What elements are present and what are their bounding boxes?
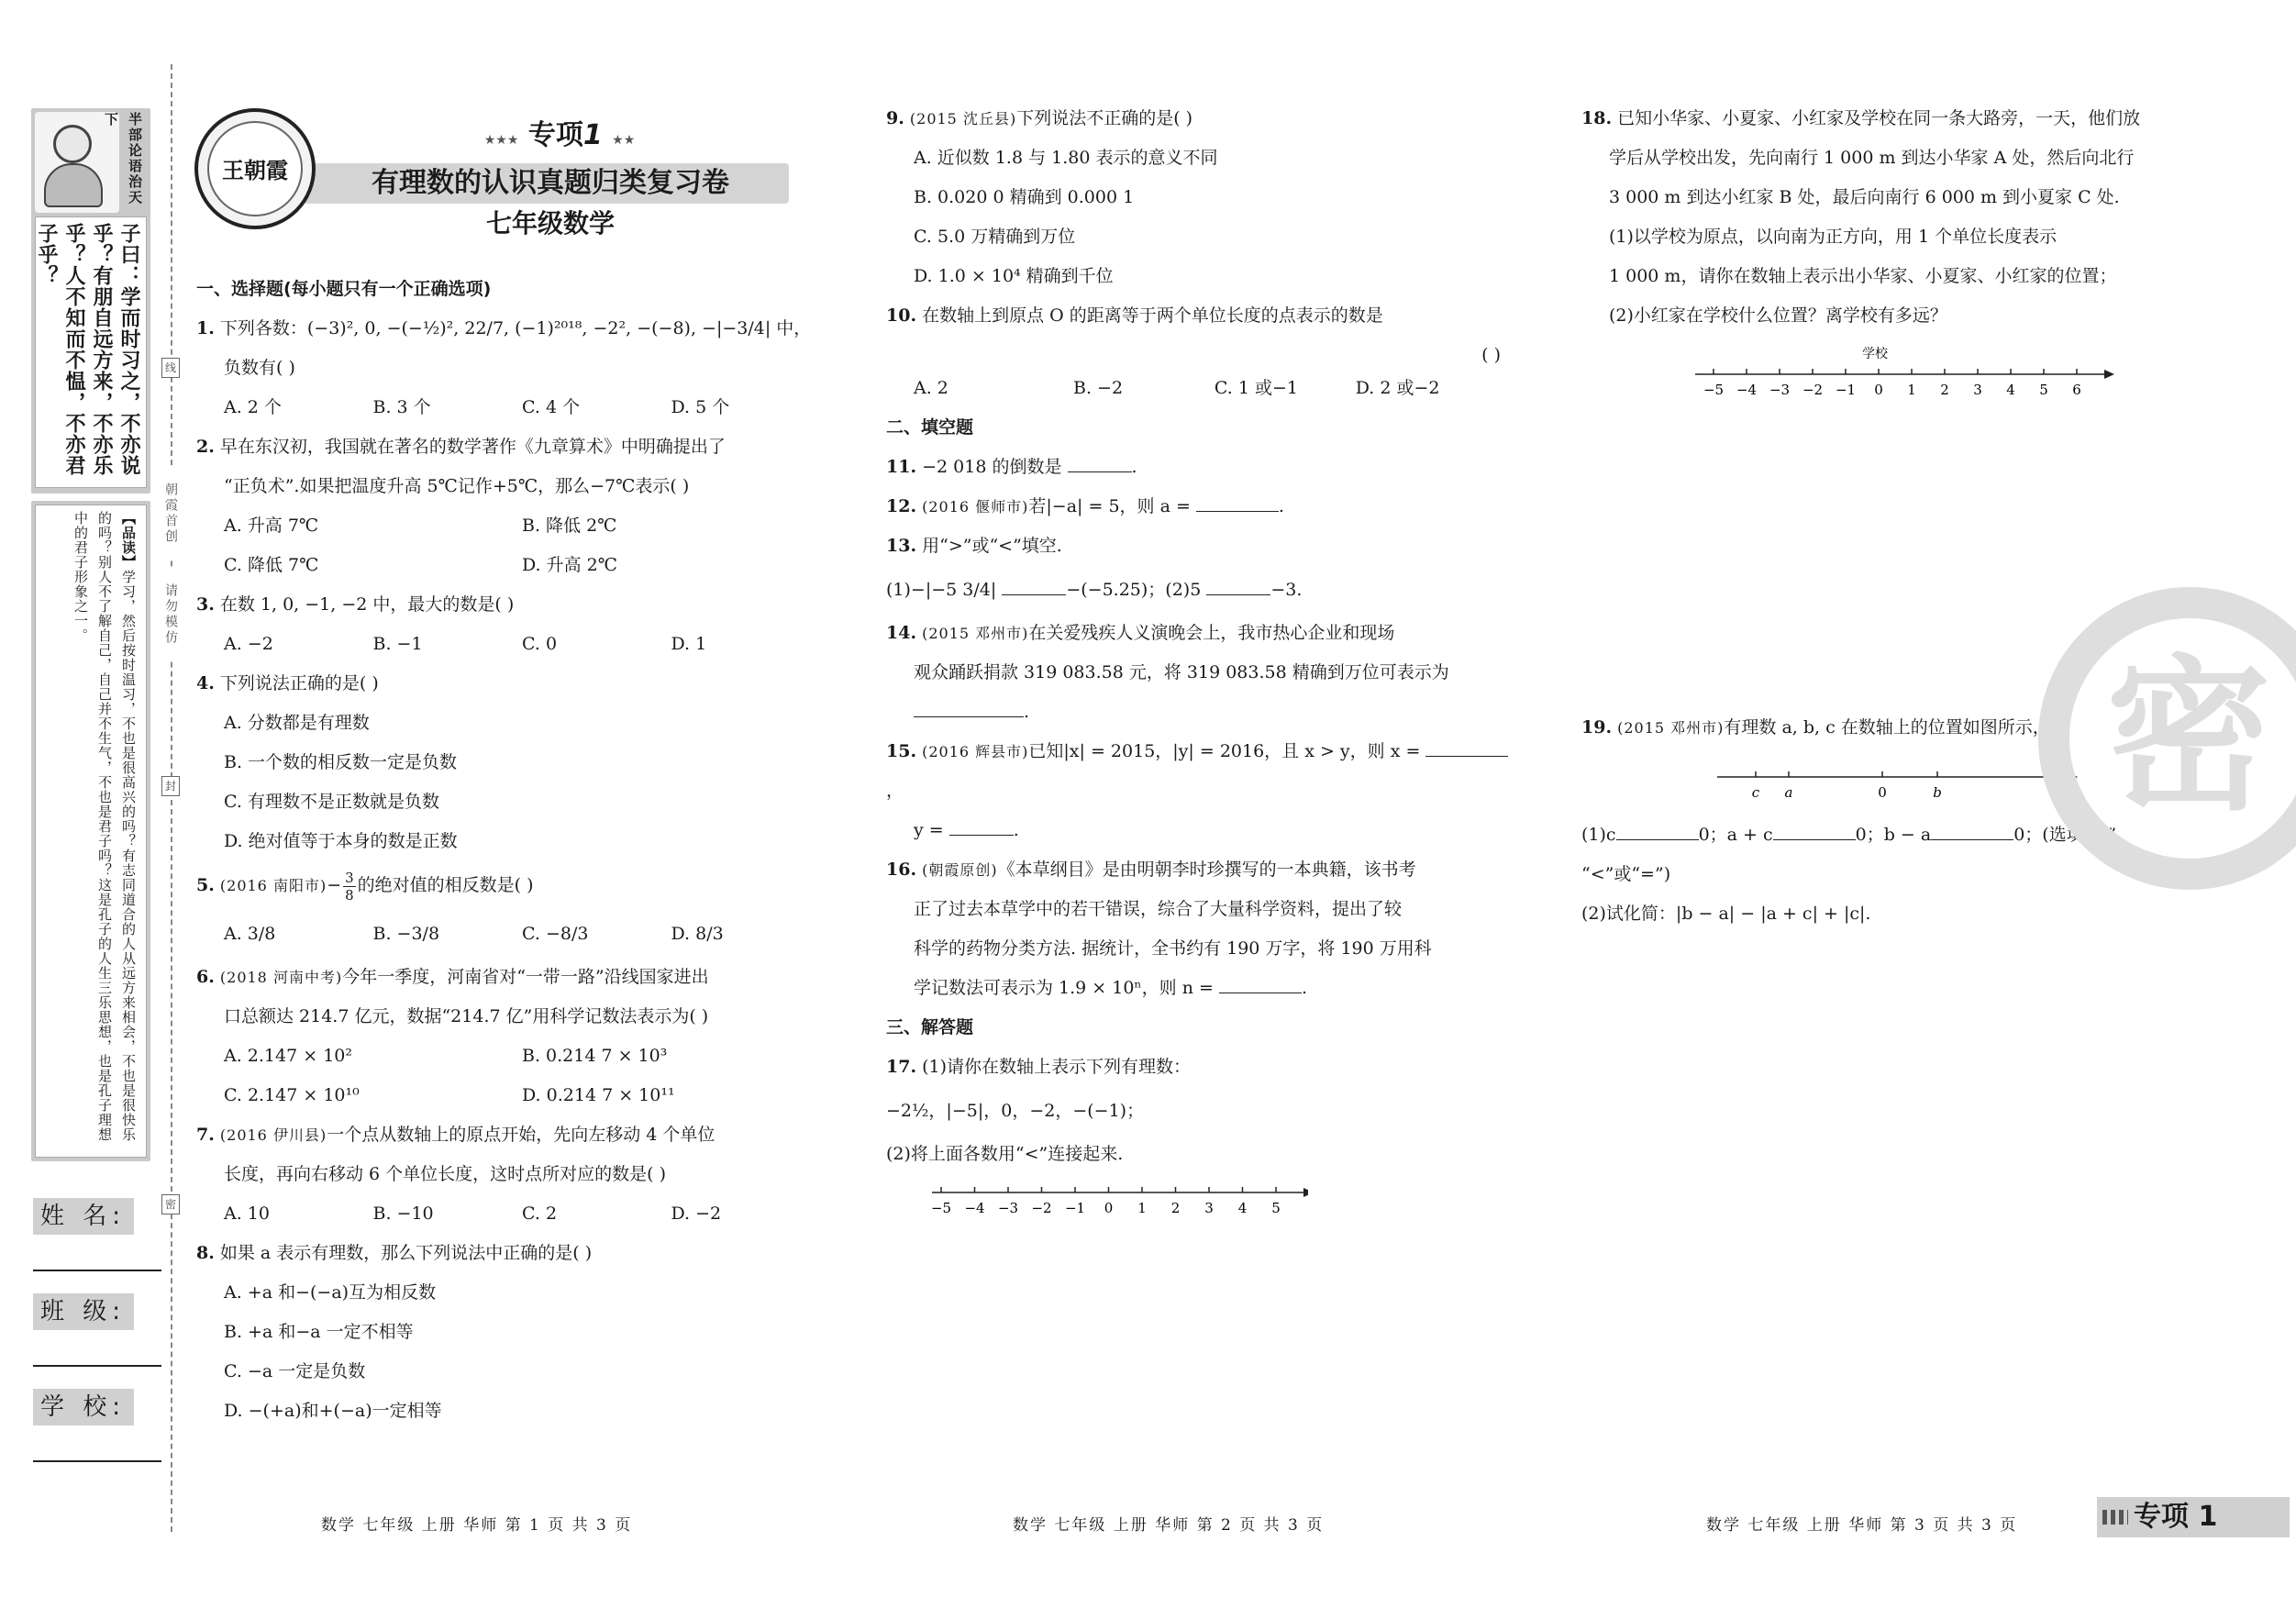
point-label-0: 0 bbox=[1878, 784, 1887, 801]
tick-label: 2 bbox=[1940, 382, 1949, 398]
point-label-a: a bbox=[1784, 784, 1793, 801]
q13-text: 用“>”或“<”填空. bbox=[922, 536, 1062, 556]
watermark-char: 密 bbox=[2105, 641, 2271, 833]
q18-number-line[interactable] bbox=[1581, 341, 2205, 405]
q6-number: 6. bbox=[196, 967, 215, 987]
q15-text2: y = bbox=[914, 820, 944, 840]
q7-option-c[interactable]: C. 2 bbox=[522, 1203, 558, 1224]
q3-option-a[interactable]: A. −2 bbox=[224, 634, 273, 654]
q9-source: (2015 沈丘县) bbox=[909, 110, 1017, 128]
q13-line-end: −3. bbox=[1270, 580, 1303, 600]
q2-option-b[interactable]: B. 降低 2℃ bbox=[522, 516, 617, 536]
sidebar-header-panel bbox=[31, 108, 150, 494]
question-4 bbox=[196, 664, 820, 861]
q7-option-a[interactable]: A. 10 bbox=[224, 1203, 270, 1224]
q13-blank-2[interactable] bbox=[1206, 575, 1270, 595]
q12-text: 若|−a| = 5，则 a = bbox=[1028, 496, 1191, 516]
column-1 bbox=[196, 270, 820, 1431]
footer-special-tag bbox=[2097, 1497, 2290, 1537]
tick-label: 4 bbox=[1237, 1200, 1248, 1216]
question-7 bbox=[196, 1115, 820, 1234]
q7-number: 7. bbox=[196, 1125, 215, 1145]
q14-source: (2015 邓州市) bbox=[922, 625, 1029, 642]
point-label-b: b bbox=[1933, 784, 1942, 801]
q15-end: . bbox=[1013, 820, 1019, 840]
q19-number: 19. bbox=[1581, 717, 1613, 738]
special-number: 1 bbox=[582, 119, 603, 151]
q2-number: 2. bbox=[196, 437, 215, 457]
q10-option-d[interactable]: D. 2 或−2 bbox=[1355, 378, 1440, 398]
q5-option-a[interactable]: A. 3/8 bbox=[224, 924, 276, 944]
q6-text2: 口总额达 214.7 亿元，数据“214.7 亿”用科学记数法表示为( ) bbox=[224, 1006, 709, 1026]
question-10 bbox=[886, 296, 1510, 408]
q3-option-d[interactable]: D. 1 bbox=[671, 634, 707, 654]
dots-icon bbox=[2102, 1510, 2128, 1525]
tick-label: 3 bbox=[1973, 382, 1982, 398]
tick-label: 5 bbox=[2039, 382, 2048, 398]
tick-label: 4 bbox=[2006, 382, 2015, 398]
q16-text: 《本草纲目》是由明朝李时珍撰写的一本典籍，该书考 bbox=[997, 859, 1416, 880]
q13-blank-1[interactable] bbox=[1002, 575, 1066, 595]
q5-number: 5. bbox=[196, 875, 215, 895]
q5-fraction: $\frac{3}{8}$ bbox=[345, 869, 354, 904]
q1-option-b[interactable]: B. 3 个 bbox=[372, 397, 431, 417]
question-15: 15. (2016 辉县市)已知|x| = 2015，|y| = 2016，且 x > y，则 x = ， y = . bbox=[886, 732, 1510, 850]
q6-option-b[interactable]: B. 0.214 7 × 10³ bbox=[522, 1046, 668, 1066]
q8-text: 如果 a 表示有理数，那么下列说法中正确的是( ) bbox=[219, 1243, 593, 1263]
q6-options-row1 bbox=[196, 1037, 820, 1076]
question-14 bbox=[886, 614, 1510, 732]
q12-end: . bbox=[1278, 496, 1284, 516]
q19-p1b: 0；a + c bbox=[1698, 825, 1773, 845]
q5-option-d[interactable]: D. 8/3 bbox=[671, 924, 724, 944]
footer-page-3: 数学 七年级 上册 华师 第 3 页 共 3 页 bbox=[1706, 1516, 2018, 1535]
arrow-icon bbox=[2104, 370, 2114, 379]
question-17 bbox=[886, 1048, 1510, 1225]
q8-option-a[interactable]: A. +a 和−(−a)互为相反数 bbox=[224, 1282, 437, 1303]
tick-label: 3 bbox=[1204, 1200, 1214, 1216]
star-icon: ★★ bbox=[612, 133, 636, 148]
tick-label: −5 bbox=[930, 1200, 952, 1216]
q15-number: 15. bbox=[886, 741, 917, 761]
q1-text: 下列各数：(−3)², 0, −(−½)², 22/7, (−1)²⁰¹⁸, −2², −(−8), −|−3/4| 中， bbox=[219, 318, 812, 338]
column-2 bbox=[886, 99, 1510, 1225]
question-13 bbox=[886, 527, 1510, 614]
q7-options bbox=[196, 1194, 820, 1234]
q19-text: 有理数 a, b, c 在数轴上的位置如图所示， bbox=[1724, 717, 2050, 738]
q6-option-c[interactable]: C. 2.147 × 10¹⁰ bbox=[224, 1085, 360, 1105]
school-field-line[interactable] bbox=[33, 1460, 161, 1462]
point-label-c: c bbox=[1751, 784, 1760, 801]
q16-text3: 科学的药物分类方法. 据统计，全书约有 190 万字，将 190 万用科 bbox=[914, 938, 1432, 959]
q16-source: (朝霞原创) bbox=[922, 861, 998, 879]
page-subtitle: 七年级数学 bbox=[485, 208, 615, 238]
tick-label: −5 bbox=[1703, 382, 1725, 398]
q19-p1c: 0；b − a bbox=[1855, 825, 1932, 845]
class-field-label: 班 级: bbox=[33, 1293, 134, 1330]
tick-label: −3 bbox=[997, 1200, 1019, 1216]
q3-number: 3. bbox=[196, 594, 215, 615]
school-field-label: 学 校: bbox=[33, 1389, 134, 1425]
q11-number: 11. bbox=[886, 457, 917, 477]
tick-label: 5 bbox=[1271, 1200, 1281, 1216]
sidebar-title: 半部论语治天下 bbox=[103, 112, 143, 205]
q1-options bbox=[196, 388, 820, 427]
tick-label: −4 bbox=[1736, 382, 1758, 398]
q7-text: 一个点从数轴上的原点开始，先向左移动 4 个单位 bbox=[327, 1125, 715, 1145]
q19-p2: (2)试化简：|b − a| − |a + c| + |c|. bbox=[1581, 904, 1871, 924]
school-field[interactable] bbox=[33, 1389, 161, 1468]
logo-text: 王朝霞 bbox=[207, 121, 303, 216]
tick-label: 1 bbox=[1137, 1200, 1147, 1216]
reading-label: 【品读】 bbox=[120, 511, 137, 570]
q16-number: 16. bbox=[886, 859, 917, 880]
question-16 bbox=[886, 850, 1510, 1008]
q14-text2: 观众踊跃捐款 319 083.58 元，将 319 083.58 精确到万位可表示为 bbox=[914, 662, 1449, 682]
q9-option-d[interactable]: D. 1.0 × 10⁴ 精确到千位 bbox=[914, 266, 1114, 286]
class-field-line[interactable] bbox=[33, 1365, 161, 1367]
q5-option-c[interactable]: C. −8/3 bbox=[522, 924, 589, 944]
q13-number: 13. bbox=[886, 536, 917, 556]
tick-label: −3 bbox=[1769, 382, 1791, 398]
q13-line: (1)−|−5 3/4| bbox=[886, 580, 997, 600]
sidebar-reading-panel bbox=[31, 501, 150, 1161]
arrow-icon bbox=[1303, 1188, 1308, 1197]
tick-label: −2 bbox=[1802, 382, 1824, 398]
q1-number: 1. bbox=[196, 318, 215, 338]
q4-option-c[interactable]: C. 有理数不是正数就是负数 bbox=[224, 792, 439, 812]
q19-p1a: (1)c bbox=[1581, 825, 1616, 845]
q18-text: 已知小华家、小夏家、小红家及学校在同一条大路旁，一天，他们放 bbox=[1617, 108, 2141, 128]
portrait-body-icon bbox=[44, 163, 103, 207]
section-answer: 三、解答题 bbox=[886, 1017, 974, 1037]
q9-text: 下列说法不正确的是( ) bbox=[1016, 108, 1193, 128]
q9-option-c[interactable]: C. 5.0 万精确到万位 bbox=[914, 227, 1076, 247]
q9-option-b[interactable]: B. 0.020 0 精确到 0.000 1 bbox=[914, 187, 1135, 207]
tick-label: −4 bbox=[964, 1200, 985, 1216]
question-8 bbox=[196, 1234, 820, 1431]
q12-source: (2016 偃师市) bbox=[922, 498, 1029, 516]
reading-body: 学习，然后按时温习，不也是很高兴的吗？有志同道合的人从远方来相会，不也是很快乐的吗？别人不了解自己，自己并不生气，不也是君子吗？这是孔子的人生三乐思想，也是孔子理想中的君子形象之一。 bbox=[72, 511, 137, 1142]
name-field-line[interactable] bbox=[33, 1270, 161, 1271]
q5-options bbox=[196, 910, 820, 958]
name-field[interactable] bbox=[33, 1198, 161, 1277]
tick-label: 1 bbox=[1907, 382, 1916, 398]
tick-label: −1 bbox=[1064, 1200, 1086, 1216]
q1-option-d[interactable]: D. 5 个 bbox=[671, 397, 730, 417]
cut-line bbox=[171, 64, 172, 1532]
q17-number-line[interactable] bbox=[886, 1174, 1510, 1225]
publisher-logo bbox=[194, 108, 316, 229]
star-icon: ★★★ bbox=[483, 133, 519, 148]
q2-option-d[interactable]: D. 升高 2℃ bbox=[522, 555, 618, 575]
q5-option-b[interactable]: B. −3/8 bbox=[372, 924, 440, 944]
q17-numbers: −2½，|−5|，0，−2，−(−1)； bbox=[886, 1101, 1145, 1121]
q17-text: (1)请你在数轴上表示下列有理数： bbox=[922, 1057, 1192, 1077]
class-field[interactable] bbox=[33, 1293, 161, 1372]
q9-number: 9. bbox=[886, 108, 904, 128]
page-title: 有理数的认识真题归类复习卷 bbox=[372, 167, 729, 199]
q10-text: 在数轴上到原点 O 的距离等于两个单位长度的点表示的数是 bbox=[922, 305, 1383, 326]
q2-text: 早在东汉初，我国就在著名的数学著作《九章算术》中明确提出了 bbox=[219, 437, 726, 457]
section-choice: 一、选择题(每小题只有一个正确选项) bbox=[196, 279, 492, 299]
q18-number-line-svg[interactable] bbox=[1581, 341, 2132, 405]
q4-text: 下列说法正确的是( ) bbox=[219, 673, 379, 693]
question-1 bbox=[196, 309, 820, 427]
q15-text: 已知|x| = 2015，|y| = 2016，且 x > y，则 x = bbox=[1028, 741, 1421, 761]
q8-option-b[interactable]: B. +a 和−a 一定不相等 bbox=[224, 1322, 414, 1342]
footer-page-2: 数学 七年级 上册 华师 第 2 页 共 3 页 bbox=[1013, 1516, 1325, 1535]
q19-blank-1[interactable] bbox=[1616, 820, 1699, 840]
q6-option-a[interactable]: A. 2.147 × 10² bbox=[224, 1046, 352, 1066]
tick-label: −2 bbox=[1031, 1200, 1052, 1216]
q12-number: 12. bbox=[886, 496, 917, 516]
portrait-head-icon bbox=[53, 125, 92, 163]
q11-end: . bbox=[1131, 457, 1137, 477]
q16-blank[interactable] bbox=[1219, 973, 1302, 993]
q3-option-b[interactable]: B. −1 bbox=[372, 634, 423, 654]
q13-line-mid: −(−5.25)；(2)5 bbox=[1066, 580, 1202, 600]
q6-option-d[interactable]: D. 0.214 7 × 10¹¹ bbox=[522, 1085, 675, 1105]
section-fill: 二、填空题 bbox=[886, 417, 974, 438]
cut-mark-mi: 密 bbox=[161, 1194, 180, 1214]
question-6 bbox=[196, 958, 820, 1115]
q2-option-c[interactable]: C. 降低 7℃ bbox=[224, 555, 319, 575]
q3-text: 在数 1, 0, −1, −2 中，最大的数是( ) bbox=[219, 594, 515, 615]
q6-source: (2018 河南中考) bbox=[219, 969, 343, 986]
tick-label: 0 bbox=[1874, 382, 1883, 398]
q10-option-a[interactable]: A. 2 bbox=[914, 378, 948, 398]
q12-blank[interactable] bbox=[1196, 492, 1279, 512]
question-12 bbox=[886, 487, 1510, 527]
q17-text2: (2)将上面各数用“<”连接起来. bbox=[886, 1144, 1124, 1164]
q1-option-a[interactable]: A. 2 个 bbox=[224, 397, 282, 417]
question-2 bbox=[196, 427, 820, 585]
tick-label: 6 bbox=[2072, 382, 2081, 398]
q3-option-c[interactable]: C. 0 bbox=[522, 634, 558, 654]
q2-option-a[interactable]: A. 升高 7℃ bbox=[224, 516, 319, 536]
q4-option-a[interactable]: A. 分数都是有理数 bbox=[224, 713, 370, 733]
q16-end: . bbox=[1301, 978, 1307, 998]
special-label bbox=[449, 112, 670, 149]
cut-tag-2: 请勿模仿 bbox=[158, 569, 183, 660]
q18-text2: 学后从学校出发，先向南行 1 000 m 到达小华家 A 处，然后向北行 bbox=[1609, 148, 2135, 168]
q17-number: 17. bbox=[886, 1057, 917, 1077]
q18-number: 18. bbox=[1581, 108, 1613, 128]
q8-option-c[interactable]: C. −a 一定是负数 bbox=[224, 1361, 366, 1381]
q11-text: −2 018 的倒数是 bbox=[922, 457, 1062, 477]
q17-number-line-svg[interactable] bbox=[886, 1174, 1308, 1225]
footer-page-1: 数学 七年级 上册 华师 第 1 页 共 3 页 bbox=[321, 1516, 633, 1535]
q3-options bbox=[196, 625, 820, 664]
q10-answer-paren[interactable]: ( ) bbox=[1481, 345, 1501, 365]
q19-p1e: “<”或“=”) bbox=[1581, 864, 1671, 884]
q6-options-row2 bbox=[196, 1076, 820, 1115]
q19-p1d: 0；(选填“>” bbox=[2013, 825, 2117, 845]
q16-text4: 学记数法可表示为 1.9 × 10ⁿ，则 n = bbox=[914, 978, 1214, 998]
q18-text4: (1)以学校为原点，以向南为正方向，用 1 个单位长度表示 bbox=[1609, 227, 2058, 247]
q4-option-b[interactable]: B. 一个数的相反数一定是负数 bbox=[224, 752, 458, 772]
q7-option-d[interactable]: D. −2 bbox=[671, 1203, 722, 1224]
q4-number: 4. bbox=[196, 673, 215, 693]
q7-option-b[interactable]: B. −10 bbox=[372, 1203, 434, 1224]
q18-text3: 3 000 m 到达小红家 B 处，最后向南行 6 000 m 到小夏家 C 处. bbox=[1609, 187, 2120, 207]
question-9 bbox=[886, 99, 1510, 296]
q14-text: 在关爱残疾人义演晚会上，我市热心企业和现场 bbox=[1028, 623, 1395, 643]
q19-blank-2[interactable] bbox=[1773, 820, 1856, 840]
q2-options-row1 bbox=[196, 506, 820, 546]
q14-blank[interactable] bbox=[914, 697, 1024, 717]
q16-text2: 正了过去本草学中的若干错误，综合了大量科学资料，提出了较 bbox=[914, 899, 1403, 919]
cut-tag-1: 朝霞首创 bbox=[158, 468, 183, 560]
q10-options bbox=[886, 369, 1481, 408]
q6-text: 今年一季度，河南省对“一带一路”沿线国家进出 bbox=[342, 967, 709, 987]
q10-option-b[interactable]: B. −2 bbox=[1073, 378, 1124, 398]
q11-blank[interactable] bbox=[1068, 452, 1132, 472]
q18-text5: 1 000 m，请你在数轴上表示出小华家、小夏家、小红家的位置； bbox=[1609, 266, 2117, 286]
q10-number: 10. bbox=[886, 305, 917, 326]
q10-option-c[interactable]: C. 1 或−1 bbox=[1214, 378, 1298, 398]
q7-source: (2016 伊川县) bbox=[219, 1126, 327, 1144]
q15-blank-y[interactable] bbox=[949, 815, 1014, 836]
q5-source: (2016 南阳市) bbox=[219, 877, 327, 894]
q8-option-d[interactable]: D. −(+a)和+(−a)一定相等 bbox=[224, 1401, 442, 1421]
q9-option-a[interactable]: A. 近似数 1.8 与 1.80 表示的意义不同 bbox=[914, 148, 1218, 168]
cut-mark-feng: 封 bbox=[161, 776, 180, 796]
question-18 bbox=[1581, 99, 2205, 405]
school-label: 学校 bbox=[1862, 347, 1888, 361]
question-3 bbox=[196, 585, 820, 664]
q18-text6: (2)小红家在学校什么位置？离学校有多远？ bbox=[1609, 305, 1947, 326]
q8-number: 8. bbox=[196, 1243, 215, 1263]
footer-tag-text: 专项 1 bbox=[2134, 1501, 2218, 1533]
tick-label: 0 bbox=[1104, 1200, 1114, 1216]
q19-source: (2015 邓州市) bbox=[1617, 719, 1725, 737]
tick-label: 2 bbox=[1170, 1200, 1181, 1216]
q2-text2: “正负术”.如果把温度升高 5℃记作+5℃，那么−7℃表示( ) bbox=[224, 476, 690, 496]
sidebar-reading-text bbox=[35, 505, 147, 1158]
q1-text2: 负数有( ) bbox=[224, 358, 295, 378]
cut-mark-xian: 线 bbox=[161, 358, 180, 378]
q1-option-c[interactable]: C. 4 个 bbox=[522, 397, 581, 417]
q14-number: 14. bbox=[886, 623, 917, 643]
q19-blank-3[interactable] bbox=[1931, 820, 2013, 840]
q15-blank-x[interactable] bbox=[1425, 737, 1508, 757]
q15-source: (2016 辉县市) bbox=[922, 743, 1029, 760]
q14-end: . bbox=[1024, 702, 1030, 722]
question-11 bbox=[886, 448, 1510, 487]
tick-label: −1 bbox=[1835, 382, 1857, 398]
q7-text2: 长度，再向右移动 6 个单位长度，这时点所对应的数是( ) bbox=[224, 1164, 667, 1184]
name-field-label: 姓 名: bbox=[33, 1198, 134, 1235]
q5-text: 的绝对值的相反数是( ) bbox=[357, 875, 534, 895]
sidebar-quote: 子曰：学而时习之，不亦说乎？有朋自远方来，不亦乐乎？人不知而不愠，不亦君子乎？ bbox=[35, 216, 147, 488]
q2-options-row2 bbox=[196, 546, 820, 585]
q4-option-d[interactable]: D. 绝对值等于本身的数是正数 bbox=[224, 831, 458, 851]
sidebar bbox=[31, 108, 150, 1172]
special-text: 专项 bbox=[527, 119, 583, 151]
question-5: 5. (2016 南阳市)− $\frac{3}{8}$ 的绝对值的相反数是( ) A. 3/8 B. −3/8 C. −8/3 D. 8/3 bbox=[196, 861, 820, 958]
